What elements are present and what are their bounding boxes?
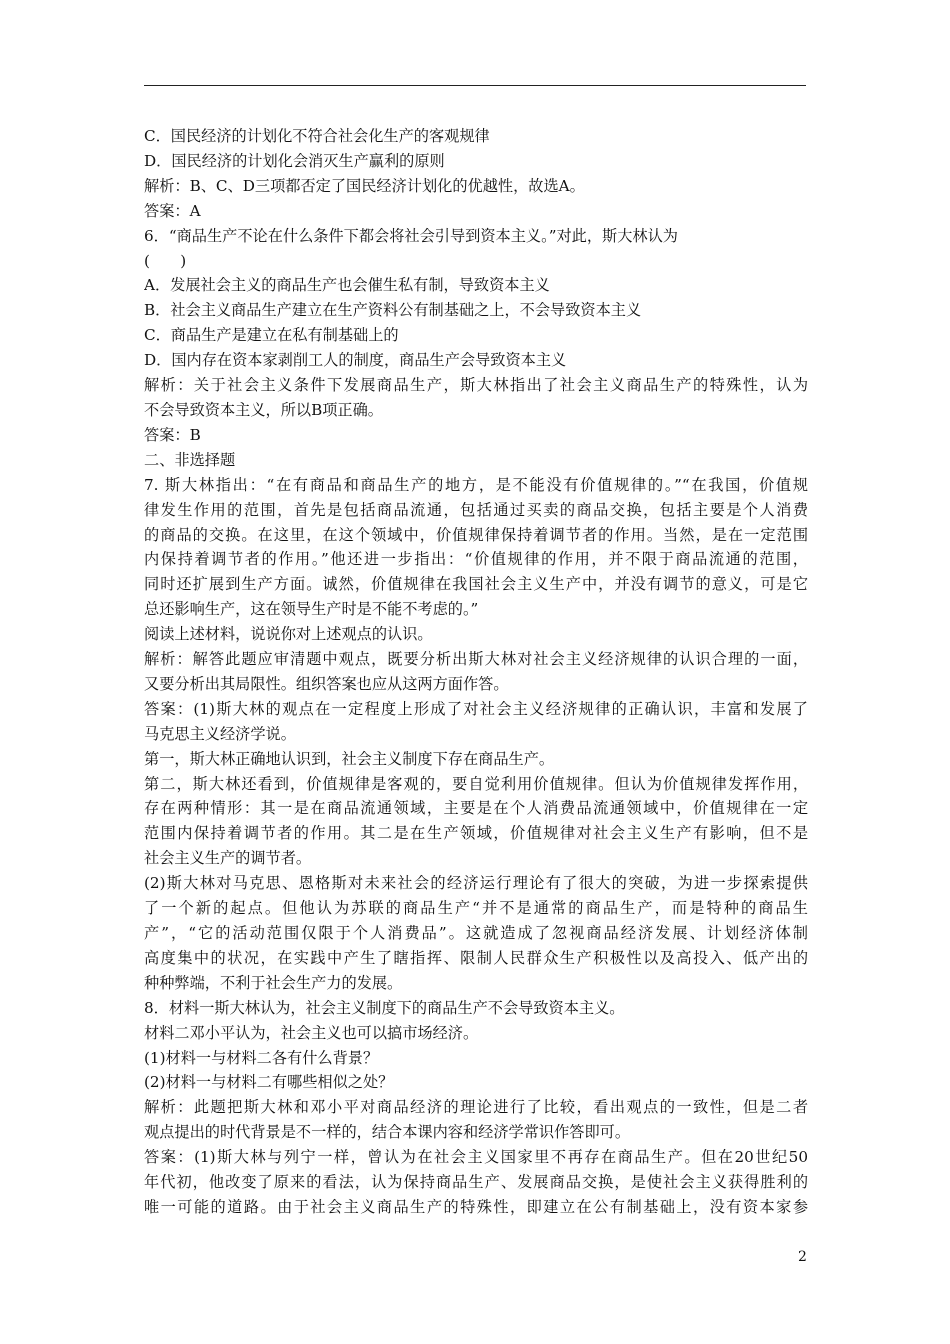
document-body — [144, 124, 808, 1220]
answer-continued: 种种弊端，不利于社会生产力的发展。 — [144, 973, 403, 992]
question-7-text: 的商品的交换。在这里，在这个领域中，价值规律保持着调节者的作用。当然，是在一定范围 — [144, 525, 808, 544]
question-7: 7. 斯大林指出：“在有商品和商品生产的地方，是不能没有价值规律的。”“在我国，价值规 — [144, 475, 808, 494]
analysis: 解析：解答此题应审清题中观点，既要分析出斯大林对社会主义经济规律的认识合理的一面， — [144, 650, 808, 669]
answer-point: 第一，斯大林正确地认识到，社会主义制度下存在商品生产。 — [144, 749, 555, 768]
question-7-text: 总还影响生产，这在领导生产时是不能不考虑的。” — [144, 600, 479, 619]
option-d: D．国内存在资本家剥削工人的制度，商品生产会导致资本主义 — [144, 351, 567, 370]
question-7-text: 同时还扩展到生产方面。诚然，价值规律在我国社会主义生产中，并没有调节的意义，可是它 — [144, 575, 808, 594]
answer-continued: 产”，“它的活动范围仅限于个人消费品”。这就造成了忽视商品经济发展、计划经济体制 — [144, 924, 808, 942]
question-7-prompt: 阅读上述材料，说说你对上述观点的认识。 — [144, 625, 433, 644]
answer-continued: 存在两种情形：其一是在商品流通领域，主要是在个人消费品流通领域中，价值规律在一定 — [144, 799, 808, 818]
page-number: 2 — [798, 1249, 807, 1265]
answer-continued: 年代初，他改变了原来的看法，认为保持商品生产、发展商品交换，是使社会主义获得胜利的 — [144, 1173, 808, 1192]
question-8: 8．材料一斯大林认为，社会主义制度下的商品生产不会导致资本主义。 — [144, 998, 625, 1017]
analysis-continued: 不会导致资本主义，所以B项正确。 — [144, 400, 383, 419]
answer-part-2: (2)斯大林对马克思、恩格斯对未来社会的经济运行理论有了很大的突破，为进一步探索提供 — [144, 874, 808, 893]
analysis-continued: 又要分析出其局限性。组织答案也应从这两方面作答。 — [144, 674, 509, 693]
question-6: 6．“商品生产不论在什么条件下都会将社会引导到资本主义。”对此，斯大林认为 — [144, 226, 678, 245]
answer-point: 第二，斯大林还看到，价值规律是客观的，要自觉利用价值规律。但认为价值规律发挥作用， — [144, 774, 808, 793]
option-c: C．国民经济的计划化不符合社会化生产的客观规律 — [144, 127, 490, 145]
sub-question-1: (1)材料一与材料二各有什么背景？ — [144, 1048, 379, 1067]
question-7-text: 律发生作用的范围，首先是包括商品流通，包括通过买卖的商品交换，包括主要是个人消费 — [144, 500, 808, 519]
option-c: C．商品生产是建立在私有制基础上的 — [144, 326, 399, 345]
answer: 答案：B — [144, 425, 201, 444]
answer-blank: ( ) — [144, 251, 187, 270]
answer-continued: 马克思主义经济学说。 — [144, 724, 296, 743]
sub-question-2: (2)材料一与材料二有哪些相似之处？ — [144, 1073, 394, 1092]
header-rule — [144, 85, 806, 86]
answer-continued: 唯一可能的道路。由于社会主义商品生产的特殊性，即建立在公有制基础上，没有资本家参 — [144, 1197, 808, 1216]
answer-continued: 了一个新的起点。但他认为苏联的商品生产“并不是通常的商品生产，而是特种的商品生 — [144, 899, 808, 918]
answer-continued: 高度集中的状况，在实践中产生了瞎指挥、限制人民群众生产积极性以及高投入、低产出的 — [144, 948, 808, 967]
answer: 答案：(1)斯大林与列宁一样，曾认为在社会主义国家里不再存在商品生产。但在20世纪50 — [144, 1148, 808, 1167]
analysis: 解析：关于社会主义条件下发展商品生产，斯大林指出了社会主义商品生产的特殊性，认为 — [144, 376, 808, 395]
answer-continued: 范围内保持着调节者的作用。其二是在生产领域，价值规律对社会主义生产有影响，但不是 — [144, 824, 808, 843]
option-a: A．发展社会主义的商品生产也会催生私有制，导致资本主义 — [144, 276, 550, 295]
option-d: D．国民经济的计划化会消灭生产赢利的原则 — [144, 151, 445, 170]
answer: 答案：A — [144, 201, 201, 220]
answer: 答案：(1)斯大林的观点在一定程度上形成了对社会主义经济规律的正确认识，丰富和发展了 — [144, 699, 808, 718]
analysis: 解析：此题把斯大林和邓小平对商品经济的理论进行了比较，看出观点的一致性，但是二者 — [144, 1098, 808, 1117]
option-b: B．社会主义商品生产建立在生产资料公有制基础之上，不会导致资本主义 — [144, 301, 642, 320]
analysis: 解析：B、C、D三项都否定了国民经济计划化的优越性，故选A。 — [144, 176, 585, 195]
analysis-continued: 观点提出的时代背景是不一样的，结合本课内容和经济学常识作答即可。 — [144, 1123, 630, 1142]
section-heading: 二、非选择题 — [144, 450, 236, 469]
answer-continued: 社会主义生产的调节者。 — [144, 849, 312, 868]
material-2: 材料二邓小平认为，社会主义也可以搞市场经济。 — [144, 1023, 479, 1042]
question-7-text: 内保持着调节者的作用。”他还进一步指出：“价值规律的作用，并不限于商品流通的范围， — [144, 550, 808, 569]
